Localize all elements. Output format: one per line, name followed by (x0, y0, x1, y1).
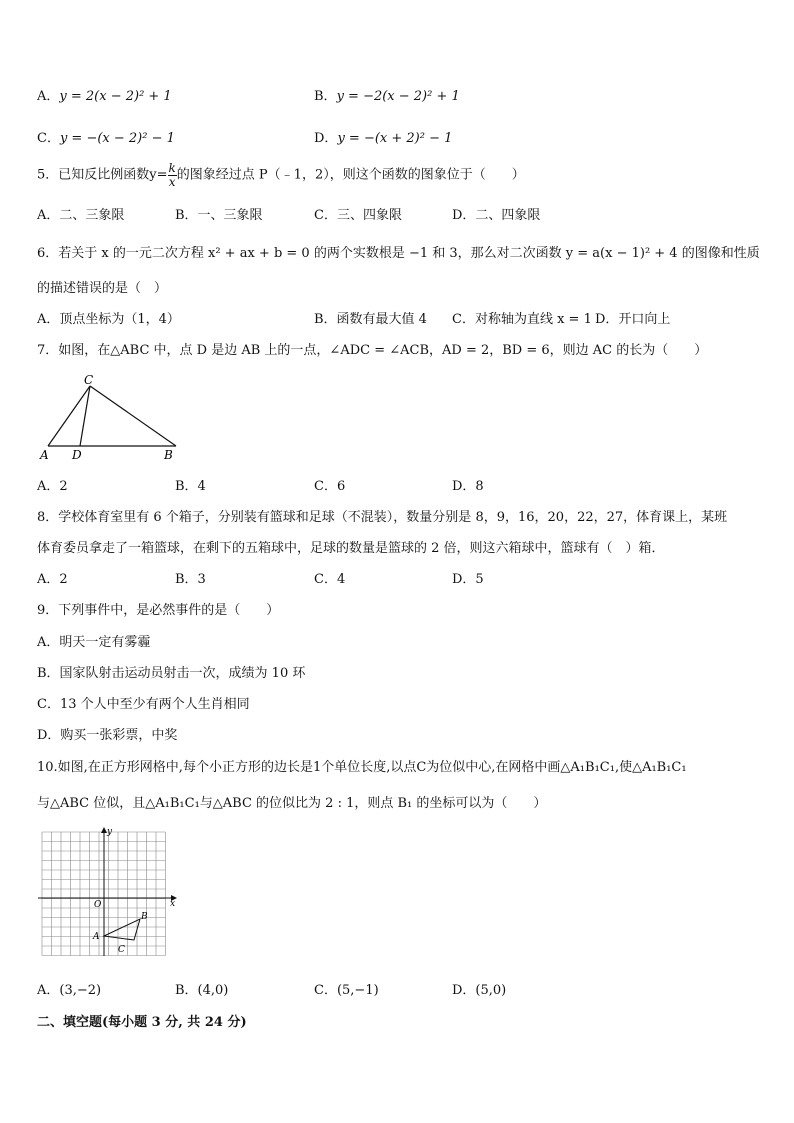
q5-stem: 5．已知反比例函数y= $\frac{k}{x}$ 的图象经过点 P（﹣1，2），则这个函数的图象位于（ ） (37, 161, 525, 189)
q6-stem-line1: 6．若关于 x 的一元二次方程 x² + ax + b = 0 的两个实数根是 −1 和 3，那么对二次函数 y = a(x − 1)² + 4 的图像和性质 (37, 246, 760, 261)
q4-option-b: B．y = −2(x − 2)² + 1 (314, 89, 460, 104)
q10-option-d: D．(5,0) (452, 983, 507, 998)
q10-label-b: B (141, 912, 148, 922)
q6-option-c: C．对称轴为直线 x = 1 (452, 312, 592, 327)
q10-label-origin: O (94, 900, 102, 910)
q10-label-c: C (118, 945, 125, 955)
q5-fraction: $\frac{k}{x}$ (168, 161, 176, 189)
q6-stem-line2: 的描述错误的是（ ） (37, 281, 168, 296)
q10-option-a: A．(3,−2) (37, 983, 102, 998)
q4-option-c: C．y = −(x − 2)² − 1 (37, 131, 175, 146)
q7-triangle-figure (36, 370, 186, 462)
q5-option-a: A．二、三象限 (37, 208, 125, 223)
q9-option-d: D．购买一张彩票，中奖 (37, 728, 178, 743)
q8-option-c: C．4 (314, 572, 346, 587)
q10-stem-line2: 与△ABC 位似，且△A₁B₁C₁与△ABC 的位似比为 2 : 1，则点 B₁ 的坐标可以为（ ） (37, 796, 547, 811)
q10-grid-figure (36, 826, 182, 960)
q6-option-b: B．函数有最大值 4 (314, 312, 427, 327)
q10-label-x: x (170, 899, 176, 909)
q10-option-b: B．(4,0) (175, 983, 229, 998)
q5-option-c: C．三、四象限 (314, 208, 402, 223)
q6-option-a: A．顶点坐标为（1，4） (37, 312, 180, 327)
q8-option-b: B．3 (175, 572, 206, 587)
q7-option-d: D．8 (452, 479, 484, 494)
q6-option-d: D．开口向上 (595, 312, 671, 327)
q7-label-a: A (40, 448, 49, 462)
q10-label-y: y (107, 827, 113, 837)
q8-stem-line2: 体育委员拿走了一箱篮球，在剩下的五箱球中，足球的数量是篮球的 2 倍，则这六箱球中，篮球有（ ）箱． (37, 541, 665, 556)
q8-stem-line1: 8．学校体育室里有 6 个箱子，分别装有篮球和足球（不混装），数量分别是 8，9，16，20，22，27，体育课上，某班 (37, 510, 728, 525)
q7-stem: 7．如图，在△ABC 中，点 D 是边 AB 上的一点，∠ADC = ∠ACB，AD = 2，BD = 6，则边 AC 的长为（ ） (37, 343, 708, 358)
q9-option-c: C．13 个人中至少有两个人生肖相同 (37, 697, 250, 712)
q4-option-a: A．y = 2(x − 2)² + 1 (37, 89, 172, 104)
q5-option-d: D．二、四象限 (452, 208, 541, 223)
q7-label-b: B (164, 448, 173, 462)
q4-option-d: D．y = −(x + 2)² − 1 (314, 131, 453, 146)
q8-option-d: D．5 (452, 572, 484, 587)
q7-option-a: A．2 (37, 479, 68, 494)
q9-option-a: A．明天一定有雾霾 (37, 635, 151, 650)
q10-label-a: A (93, 932, 100, 942)
q10-option-c: C．(5,−1) (314, 983, 379, 998)
q7-option-c: C．6 (314, 479, 346, 494)
q5-option-b: B．一、三象限 (175, 208, 263, 223)
q9-stem: 9．下列事件中，是必然事件的是（ ） (37, 603, 280, 618)
q10-stem-line1: 10.如图,在正方形网格中,每个小正方形的边长是1个单位长度,以点C为位似中心,在网格中画△A₁B₁C₁,使△A₁B₁C₁ (37, 760, 687, 775)
q8-option-a: A．2 (37, 572, 68, 587)
q7-label-c: C (84, 373, 94, 387)
q7-option-b: B．4 (175, 479, 206, 494)
q9-option-b: B．国家队射击运动员射击一次，成绩为 10 环 (37, 666, 306, 681)
section-2-heading: 二、填空题(每小题 3 分, 共 24 分) (37, 1015, 247, 1030)
q7-label-d: D (72, 448, 82, 462)
